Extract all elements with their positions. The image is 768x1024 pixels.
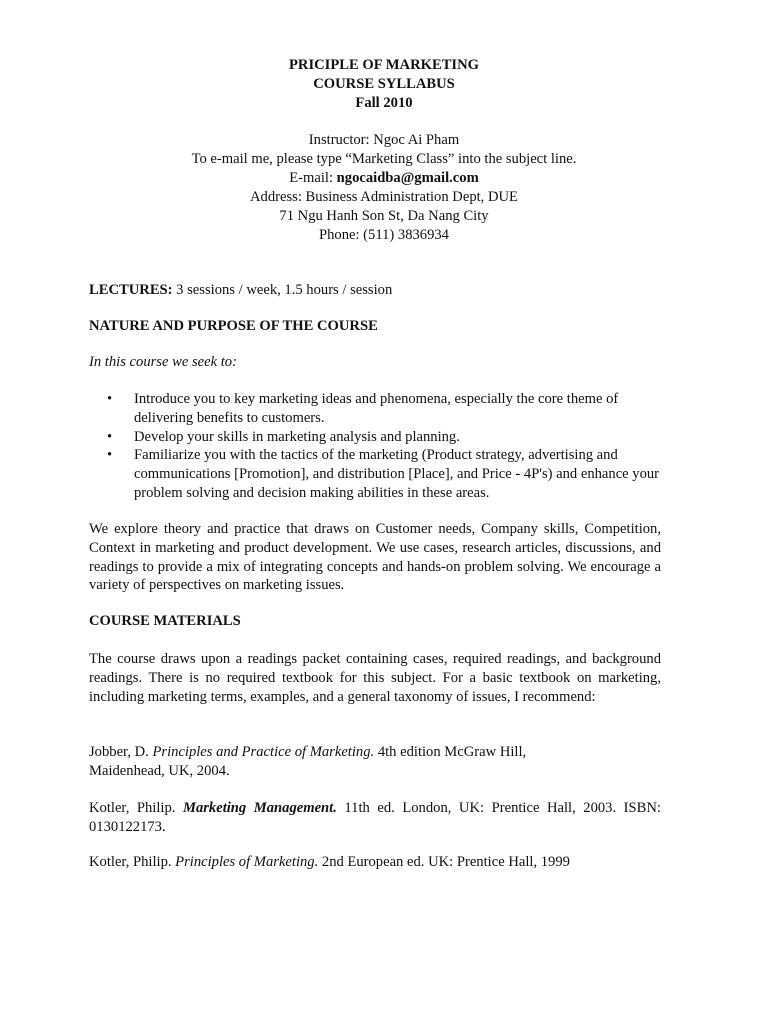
email-label: E-mail: [289, 170, 337, 186]
term: Fall 2010 [355, 95, 413, 111]
reference-item: Jobber, D. Principles and Practice of Marketing. 4th edition McGraw Hill, Maidenhead, UK, 2004. [89, 744, 527, 779]
address-line-2: 71 Ngu Hanh Son St, Da Nang City [279, 208, 489, 224]
list-item: • Develop your skills in marketing analysis and planning. [107, 428, 460, 445]
reference-title: Marketing Management. [182, 800, 337, 816]
nature-paragraph: We explore theory and practice that draws on Customer needs, Company skills, Competition, Context in marketing and product development. We use cases, research articles, discussions, and readings to provide a mix of integrating concepts and hands-on problem solving. We encourage a variety of perspectives on marketing issues. [89, 521, 661, 594]
email-note: To e-mail me, please type “Marketing Class” into the subject line. [191, 151, 577, 167]
bullet-icon: • [107, 428, 113, 445]
phone-line: Phone: (511) 3836934 [319, 227, 449, 243]
materials-heading: COURSE MATERIALS [89, 613, 241, 629]
address-line-1: Address: Business Administration Dept, DUE [250, 189, 518, 205]
reference-item: Kotler, Philip. Marketing Management. 11th ed. London, UK: Prentice Hall, 2003. ISBN: 0130122173. [89, 800, 661, 835]
reference-item: Kotler, Philip. Principles of Marketing. 2nd European ed. UK: Prentice Hall, 1999 [89, 854, 570, 870]
bullet-icon: • [107, 391, 113, 407]
list-item: • Familiarize you with the tactics of the marketing (Product strategy, advertising and communications [Promotion], and distribution [Place], and Price - 4P's) and enhance your problem solving and decision making abilities in these areas. [107, 447, 660, 501]
bullet-icon: • [107, 447, 113, 464]
objectives-list [89, 390, 661, 503]
email-line [0, 169, 768, 188]
reference-title: Principles of Marketing. [175, 854, 319, 870]
nature-intro: In this course we seek to: [89, 354, 237, 370]
lectures-value: 3 sessions / week, 1.5 hours / session [172, 282, 393, 298]
materials-paragraph: The course draws upon a readings packet containing cases, required readings, and background readings. There is no required textbook for this subject. For a basic textbook on marketing, including marketing terms, examples, and a general taxonomy of issues, I recommend: [89, 651, 661, 705]
lectures-line [89, 281, 661, 300]
list-item: • Introduce you to key marketing ideas and phenomena, especially the core theme of delivering benefits to customers. [107, 391, 619, 426]
reference-title: Principles and Practice of Marketing. [152, 744, 375, 760]
lectures-label: LECTURES: [89, 282, 173, 298]
document-title-block [0, 56, 768, 113]
email-address: ngocaidba@gmail.com [336, 170, 479, 186]
document-type: COURSE SYLLABUS [313, 76, 455, 92]
nature-heading: NATURE AND PURPOSE OF THE COURSE [89, 318, 378, 334]
course-title: PRICIPLE OF MARKETING [289, 57, 479, 73]
instructor-line: Instructor: Ngoc Ai Pham [308, 132, 460, 148]
contact-block [0, 131, 768, 245]
